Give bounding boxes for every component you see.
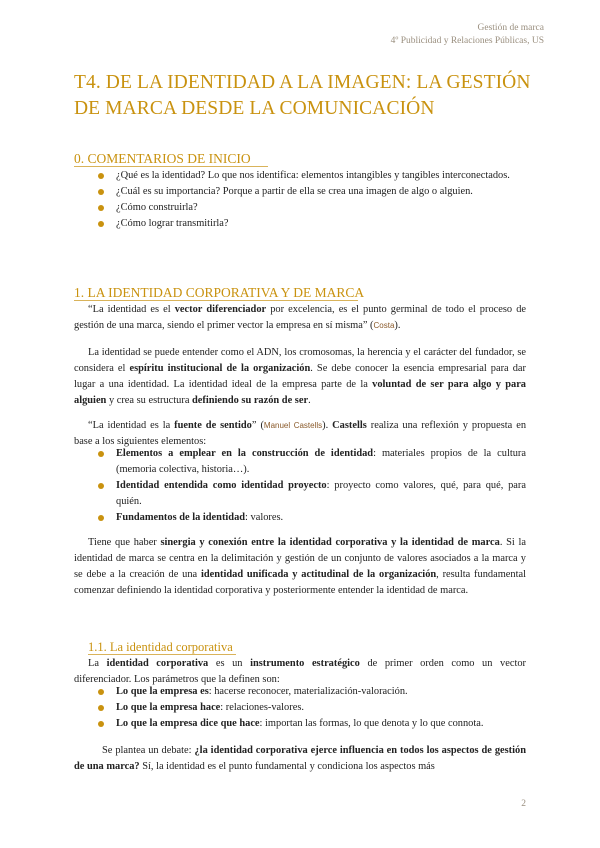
- list-item: Lo que la empresa dice que hace: importan las formas, lo que denota y lo que connota.: [94, 716, 526, 732]
- section-0-underline: [74, 166, 268, 167]
- list-item: ¿Qué es la identidad? Lo que nos identifica: elementos intangibles y tangibles interconectados.: [94, 168, 526, 184]
- paragraph-costa: “La identidad es el vector diferenciador por excelencia, es el punto germinal de todo el proceso de gestión de una marca, siendo el primer vector la empresa en sí misma” (Costa).: [74, 304, 527, 331]
- paragraph-identidad-corporativa: La identidad corporativa es un instrumento estratégico de primer orden como un vector diferenciador. Los parámetros que la definen son:: [74, 658, 527, 685]
- list-item: ¿Cómo construirla?: [94, 200, 526, 216]
- bullet-icon: [98, 221, 104, 227]
- paragraph-sinergia: Tiene que haber sinergia y conexión entre la identidad corporativa y la identidad de marca. Si la identidad de marca se centra en la delimitación y gestión de un conjunto de valores asociados a la marca y se debe a la creación de una identidad unificada y actitudinal de la organización, resulta fundamental comenzar definiendo la identidad corporativa y posteriormente entender la identidad de marca.: [74, 537, 526, 596]
- bullet-icon: [98, 189, 104, 195]
- bullet-icon: [98, 721, 104, 727]
- list-item: ¿Cuál es su importancia? Porque a partir de ella se crea una imagen de algo o alguien.: [94, 184, 526, 200]
- list-item: Fundamentos de la identidad: valores.: [94, 510, 526, 526]
- list-item: Elementos a emplear en la construcción de identidad: materiales propios de la cultura (memoria colectiva, historia…).: [94, 446, 526, 478]
- bullet-icon: [98, 173, 104, 179]
- header-degree: 4º Publicidad y Relaciones Públicas, US: [390, 36, 544, 46]
- section-1-1-heading: 1.1. La identidad corporativa: [88, 640, 233, 654]
- page-number: 2: [521, 799, 526, 809]
- paragraph-debate: Se plantea un debate: ¿la identidad corporativa ejerce influencia en todos los aspectos de gestión de una marca? Sí, la identidad es el punto fundamental y condiciona los aspectos más: [74, 745, 527, 772]
- bullet-icon: [98, 483, 104, 489]
- paragraph-adn: La identidad se puede entender como el ADN, los cromosomas, la herencia y el carácter del fundador, se considera el espíritu institucional de la organización. Se debe conocer la esencia empresarial para dar lugar a una identidad. La identidad ideal de la empresa parte de la voluntad de ser para algo y para alguien y crea su estructura definiendo su razón de ser.: [74, 347, 526, 406]
- list-item: Identidad entendida como identidad proyecto: proyecto como valores, qué, para qué, para quién.: [94, 478, 526, 510]
- bullet-icon: [98, 705, 104, 711]
- bullet-icon: [98, 205, 104, 211]
- section-1-underline: [74, 300, 358, 301]
- bullet-icon: [98, 689, 104, 695]
- list-item: Lo que la empresa es: hacerse reconocer, materialización-valoración.: [94, 684, 526, 700]
- bullet-icon: [98, 515, 104, 521]
- section-1-heading: 1. LA IDENTIDAD CORPORATIVA Y DE MARCA: [74, 285, 365, 300]
- list-item: Lo que la empresa hace: relaciones-valores.: [94, 700, 526, 716]
- bullet-icon: [98, 451, 104, 457]
- citation: Costa: [373, 321, 395, 330]
- running-header: [391, 22, 544, 48]
- paragraph-castells: “La identidad es la fuente de sentido” (Manuel Castells). Castells realiza una reflexión y propuesta en base a los siguientes elementos:: [74, 420, 527, 447]
- document-title: T4. DE LA IDENTIDAD A LA IMAGEN: LA GESTIÓN DE MARCA DESDE LA COMUNICACIÓN: [74, 72, 531, 119]
- header-course: Gestión de marca: [477, 23, 544, 33]
- list-item: ¿Cómo lograr transmitirla?: [94, 216, 526, 232]
- section-1-list: [94, 446, 526, 526]
- citation: Manuel Castells: [263, 421, 323, 430]
- section-1-1-list: [94, 684, 526, 732]
- section-0-heading: 0. COMENTARIOS DE INICIO: [74, 151, 251, 166]
- section-0-list: [94, 168, 526, 232]
- section-1-1-underline: [88, 654, 236, 655]
